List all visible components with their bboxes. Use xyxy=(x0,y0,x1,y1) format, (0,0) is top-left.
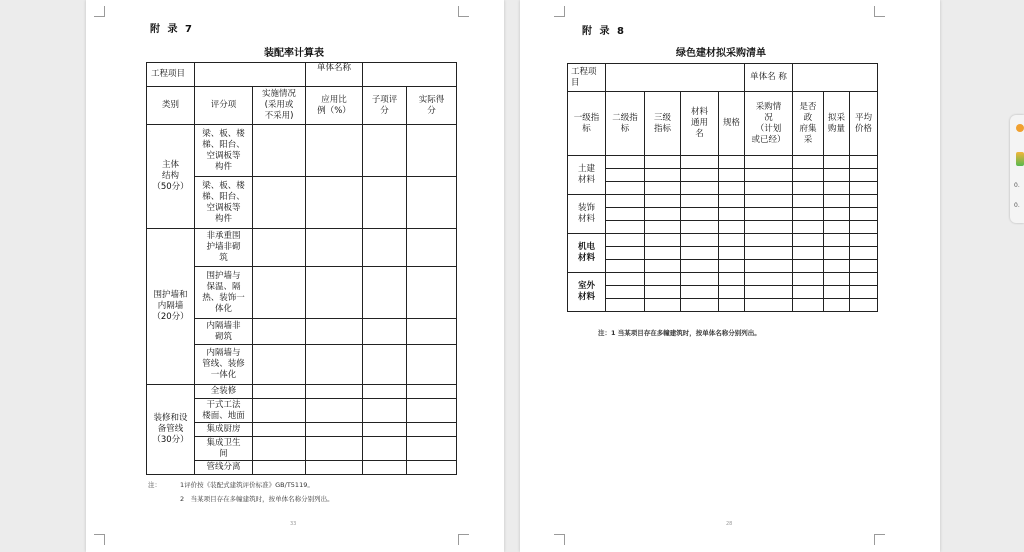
input-cell[interactable] xyxy=(850,221,878,234)
input-cell[interactable] xyxy=(606,260,645,273)
input-cell[interactable] xyxy=(407,385,457,399)
input-cell[interactable] xyxy=(306,437,363,461)
input-cell[interactable] xyxy=(606,208,645,221)
input-cell[interactable] xyxy=(850,299,878,312)
project-value[interactable] xyxy=(195,63,306,87)
input-cell[interactable] xyxy=(850,195,878,208)
scoring-item-cell: 集成厨房 xyxy=(195,423,253,437)
input-cell[interactable] xyxy=(681,156,719,169)
column-header: 规格 xyxy=(719,92,745,156)
input-cell[interactable] xyxy=(606,156,645,169)
input-cell[interactable] xyxy=(719,234,745,247)
group-cell: 装饰 材料 xyxy=(568,195,606,234)
input-cell[interactable] xyxy=(407,229,457,267)
input-cell[interactable] xyxy=(681,195,719,208)
input-cell[interactable] xyxy=(363,423,407,437)
input-cell[interactable] xyxy=(719,286,745,299)
input-cell[interactable] xyxy=(745,195,793,208)
input-cell[interactable] xyxy=(793,156,824,169)
unit-name-value[interactable] xyxy=(793,64,878,92)
green-material-table xyxy=(567,63,878,312)
column-header: 应用比 例（%） xyxy=(306,87,363,125)
input-cell[interactable] xyxy=(253,177,306,229)
note-label: 注： xyxy=(148,481,161,489)
input-cell[interactable] xyxy=(681,234,719,247)
table-title: 绿色建材拟采购清单 xyxy=(676,48,766,59)
input-cell[interactable] xyxy=(850,286,878,299)
column-header: 拟采 购量 xyxy=(824,92,850,156)
input-cell[interactable] xyxy=(824,247,850,260)
input-cell[interactable] xyxy=(681,208,719,221)
input-cell[interactable] xyxy=(306,385,363,399)
input-cell[interactable] xyxy=(824,299,850,312)
input-cell[interactable] xyxy=(681,273,719,286)
input-cell[interactable] xyxy=(253,345,306,385)
input-cell[interactable] xyxy=(745,169,793,182)
table-row xyxy=(568,169,878,182)
project-label: 工程项 目 xyxy=(568,64,606,92)
input-cell[interactable] xyxy=(719,169,745,182)
input-cell[interactable] xyxy=(793,273,824,286)
input-cell[interactable] xyxy=(363,461,407,475)
crop-mark xyxy=(94,534,105,545)
crop-mark xyxy=(874,534,885,545)
input-cell[interactable] xyxy=(306,345,363,385)
table-title: 装配率计算表 xyxy=(264,48,324,59)
column-header: 材料 通用 名 xyxy=(681,92,719,156)
appendix-heading: 附 录 7 xyxy=(150,24,194,35)
input-cell[interactable] xyxy=(253,319,306,345)
input-cell[interactable] xyxy=(745,208,793,221)
input-cell[interactable] xyxy=(407,461,457,475)
input-cell[interactable] xyxy=(363,177,407,229)
input-cell[interactable] xyxy=(645,182,681,195)
input-cell[interactable] xyxy=(306,319,363,345)
input-cell[interactable] xyxy=(606,286,645,299)
column-header: 二级指 标 xyxy=(606,92,645,156)
table-row xyxy=(147,229,457,267)
input-cell[interactable] xyxy=(363,345,407,385)
input-cell[interactable] xyxy=(824,195,850,208)
input-cell[interactable] xyxy=(793,286,824,299)
input-cell[interactable] xyxy=(681,182,719,195)
input-cell[interactable] xyxy=(253,399,306,423)
input-cell[interactable] xyxy=(850,156,878,169)
column-header: 平均 价格 xyxy=(850,92,878,156)
input-cell[interactable] xyxy=(253,267,306,319)
input-cell[interactable] xyxy=(253,423,306,437)
column-header: 类别 xyxy=(147,87,195,125)
input-cell[interactable] xyxy=(606,182,645,195)
table-body xyxy=(568,156,878,312)
input-cell[interactable] xyxy=(824,156,850,169)
column-header: 实施情况 (采用或 不采用) xyxy=(253,87,306,125)
document-page-left xyxy=(86,0,504,552)
input-cell[interactable] xyxy=(719,208,745,221)
input-cell[interactable] xyxy=(745,234,793,247)
column-header: 实际得 分 xyxy=(407,87,457,125)
input-cell[interactable] xyxy=(793,247,824,260)
column-header: 子项评 分 xyxy=(363,87,407,125)
input-cell[interactable] xyxy=(745,182,793,195)
scoring-item-cell: 全装修 xyxy=(195,385,253,399)
table-row xyxy=(568,234,878,247)
input-cell[interactable] xyxy=(793,299,824,312)
table-body xyxy=(147,125,457,475)
note: 注：1 当某项目存在多幢建筑时，按单体名称分别列出。 xyxy=(598,329,761,337)
meter-icon xyxy=(1016,152,1024,166)
scoring-item-cell: 非承重围 护墙非砌 筑 xyxy=(195,229,253,267)
group-cell: 土建 材料 xyxy=(568,156,606,195)
table-row xyxy=(568,195,878,208)
input-cell[interactable] xyxy=(645,156,681,169)
input-cell[interactable] xyxy=(606,195,645,208)
widget-value-2: 0. xyxy=(1014,202,1020,209)
input-cell[interactable] xyxy=(793,234,824,247)
document-page-right xyxy=(520,0,940,552)
input-cell[interactable] xyxy=(306,125,363,177)
input-cell[interactable] xyxy=(253,125,306,177)
scoring-item-cell: 干式工法 楼面、地面 xyxy=(195,399,253,423)
input-cell[interactable] xyxy=(407,423,457,437)
input-cell[interactable] xyxy=(407,177,457,229)
input-cell[interactable] xyxy=(681,169,719,182)
input-cell[interactable] xyxy=(363,125,407,177)
status-dot-icon xyxy=(1016,124,1024,132)
input-cell[interactable] xyxy=(850,182,878,195)
table-row xyxy=(568,221,878,234)
scoring-item-cell: 内隔墙与 管线、装修 一体化 xyxy=(195,345,253,385)
input-cell[interactable] xyxy=(363,319,407,345)
scoring-item-cell: 集成卫生 间 xyxy=(195,437,253,461)
column-header: 一级指 标 xyxy=(568,92,606,156)
crop-mark xyxy=(554,6,565,17)
input-cell[interactable] xyxy=(824,221,850,234)
input-cell[interactable] xyxy=(824,208,850,221)
input-cell[interactable] xyxy=(645,286,681,299)
input-cell[interactable] xyxy=(719,156,745,169)
note-2: 2 当某项目存在多幢建筑时，按单体名称分别列出。 xyxy=(180,495,334,503)
input-cell[interactable] xyxy=(645,208,681,221)
input-cell[interactable] xyxy=(645,195,681,208)
group-cell: 室外 材料 xyxy=(568,273,606,312)
input-cell[interactable] xyxy=(745,260,793,273)
input-cell[interactable] xyxy=(363,385,407,399)
appendix-heading: 附 录 8 xyxy=(582,26,626,37)
input-cell[interactable] xyxy=(793,208,824,221)
input-cell[interactable] xyxy=(363,267,407,319)
category-cell: 主体 结构 （50分） xyxy=(147,125,195,229)
input-cell[interactable] xyxy=(606,221,645,234)
input-cell[interactable] xyxy=(253,385,306,399)
header-row xyxy=(568,92,878,156)
column-header: 是否 政 府集 采 xyxy=(793,92,824,156)
input-cell[interactable] xyxy=(606,169,645,182)
crop-mark xyxy=(874,6,885,17)
scoring-item-cell: 梁、板、楼 梯、阳台、 空调板等 构件 xyxy=(195,125,253,177)
input-cell[interactable] xyxy=(824,234,850,247)
input-cell[interactable] xyxy=(824,182,850,195)
input-cell[interactable] xyxy=(745,247,793,260)
input-cell[interactable] xyxy=(745,156,793,169)
crop-mark xyxy=(458,6,469,17)
input-cell[interactable] xyxy=(645,169,681,182)
table-row xyxy=(568,182,878,195)
input-cell[interactable] xyxy=(306,177,363,229)
scoring-item-cell: 管线分离 xyxy=(195,461,253,475)
table-row xyxy=(147,125,457,177)
crop-mark xyxy=(554,534,565,545)
input-cell[interactable] xyxy=(606,234,645,247)
table-row xyxy=(568,286,878,299)
input-cell[interactable] xyxy=(793,260,824,273)
input-cell[interactable] xyxy=(745,286,793,299)
input-cell[interactable] xyxy=(681,247,719,260)
unit-name-label: 单体名 称 xyxy=(745,64,793,92)
input-cell[interactable] xyxy=(719,221,745,234)
input-cell[interactable] xyxy=(719,260,745,273)
header-row xyxy=(147,87,457,125)
input-cell[interactable] xyxy=(645,299,681,312)
input-cell[interactable] xyxy=(745,299,793,312)
input-cell[interactable] xyxy=(681,221,719,234)
input-cell[interactable] xyxy=(407,399,457,423)
table-row xyxy=(568,273,878,286)
input-cell[interactable] xyxy=(850,260,878,273)
input-cell[interactable] xyxy=(681,260,719,273)
input-cell[interactable] xyxy=(681,286,719,299)
input-cell[interactable] xyxy=(407,267,457,319)
input-cell[interactable] xyxy=(306,229,363,267)
category-cell: 围护墙和 内隔墙 （20分） xyxy=(147,229,195,385)
column-header: 评分项 xyxy=(195,87,253,125)
input-cell[interactable] xyxy=(645,234,681,247)
category-cell: 装修和设 备管线 （30分） xyxy=(147,385,195,475)
input-cell[interactable] xyxy=(850,247,878,260)
input-cell[interactable] xyxy=(306,461,363,475)
input-cell[interactable] xyxy=(407,345,457,385)
scoring-item-cell: 围护墙与 保温、隔 热、装饰一 体化 xyxy=(195,267,253,319)
input-cell[interactable] xyxy=(824,260,850,273)
column-header: 三级 指标 xyxy=(645,92,681,156)
note-1: 1评价按《装配式建筑评价标准》GB/T5119。 xyxy=(180,481,314,489)
input-cell[interactable] xyxy=(824,169,850,182)
input-cell[interactable] xyxy=(606,299,645,312)
table-row xyxy=(568,299,878,312)
input-cell[interactable] xyxy=(719,273,745,286)
input-cell[interactable] xyxy=(363,229,407,267)
page-number: 28 xyxy=(726,521,733,527)
table-row xyxy=(568,247,878,260)
input-cell[interactable] xyxy=(253,461,306,475)
input-cell[interactable] xyxy=(793,169,824,182)
input-cell[interactable] xyxy=(306,267,363,319)
input-cell[interactable] xyxy=(824,273,850,286)
input-cell[interactable] xyxy=(793,182,824,195)
input-cell[interactable] xyxy=(253,437,306,461)
crop-mark xyxy=(458,534,469,545)
input-cell[interactable] xyxy=(793,221,824,234)
input-cell[interactable] xyxy=(407,437,457,461)
input-cell[interactable] xyxy=(606,247,645,260)
table-row xyxy=(568,260,878,273)
input-cell[interactable] xyxy=(850,234,878,247)
assembly-rate-table xyxy=(146,62,457,475)
input-cell[interactable] xyxy=(253,229,306,267)
input-cell[interactable] xyxy=(793,195,824,208)
unit-name-value[interactable] xyxy=(363,63,457,87)
input-cell[interactable] xyxy=(306,423,363,437)
scoring-item-cell: 梁、板、楼 梯、阳台、 空调板等 构件 xyxy=(195,177,253,229)
input-cell[interactable] xyxy=(606,273,645,286)
input-cell[interactable] xyxy=(306,399,363,423)
scoring-item-cell: 内隔墙非 砌筑 xyxy=(195,319,253,345)
group-cell: 机电 材料 xyxy=(568,234,606,273)
input-cell[interactable] xyxy=(745,221,793,234)
input-cell[interactable] xyxy=(363,437,407,461)
input-cell[interactable] xyxy=(407,125,457,177)
widget-value-1: 0. xyxy=(1014,182,1020,189)
table-row xyxy=(568,156,878,169)
project-label: 工程项目 xyxy=(147,63,195,87)
input-cell[interactable] xyxy=(363,399,407,423)
input-cell[interactable] xyxy=(719,247,745,260)
table-row xyxy=(568,208,878,221)
input-cell[interactable] xyxy=(719,182,745,195)
input-cell[interactable] xyxy=(645,260,681,273)
project-value[interactable] xyxy=(606,64,745,92)
column-header: 采购情 况 （计划 或已经） xyxy=(745,92,793,156)
input-cell[interactable] xyxy=(681,299,719,312)
input-cell[interactable] xyxy=(850,273,878,286)
input-cell[interactable] xyxy=(824,286,850,299)
input-cell[interactable] xyxy=(645,221,681,234)
input-cell[interactable] xyxy=(719,299,745,312)
input-cell[interactable] xyxy=(645,247,681,260)
input-cell[interactable] xyxy=(850,208,878,221)
crop-mark xyxy=(94,6,105,17)
input-cell[interactable] xyxy=(850,169,878,182)
unit-name-label: 单体名称 xyxy=(306,63,363,87)
input-cell[interactable] xyxy=(745,273,793,286)
input-cell[interactable] xyxy=(645,273,681,286)
table-row xyxy=(147,385,457,399)
page-number: 33 xyxy=(290,521,297,527)
input-cell[interactable] xyxy=(719,195,745,208)
input-cell[interactable] xyxy=(407,319,457,345)
